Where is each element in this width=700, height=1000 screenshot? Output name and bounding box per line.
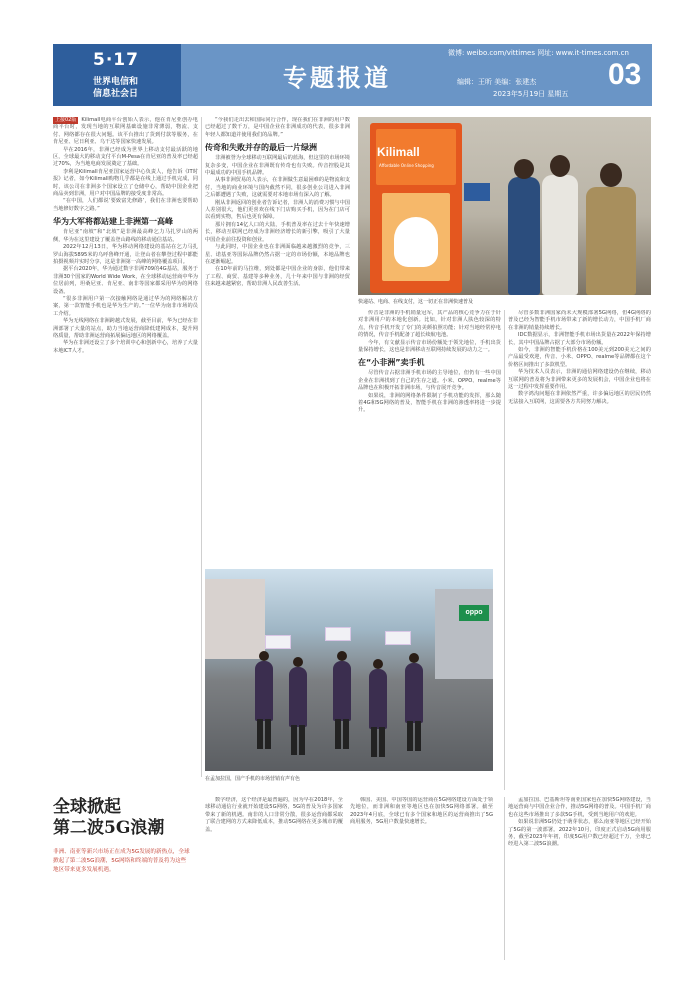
kiosk-tagline: Affordable Online Shopping xyxy=(379,163,434,168)
person-figure xyxy=(508,177,540,295)
paragraph: 在10年前的马拉维，到处都是中国企业的身影，他们带来了工程、商贸、基建等多种业务，几十年来中国与非洲的经贸往来越来越紧密，帮助非洲人民改善生活。 xyxy=(205,266,350,288)
article2-column-1 xyxy=(205,797,343,960)
subheading: 华为大军将都站建上非洲第一高峰 xyxy=(53,217,173,227)
person-figure xyxy=(586,187,636,295)
article2-column-3 xyxy=(508,797,651,960)
subheading: 在“小非洲”卖手机 xyxy=(358,358,425,368)
paragraph: 华为无线网络在非洲跨越式发展，截至目前，华为已经在非洲部署了大量的站点，助力当地运营商降低建网成本，提升网络质量，帮助非洲运营商拓展偏远地区的网络覆盖。 xyxy=(53,318,198,339)
parade-sign xyxy=(265,635,291,649)
event-name-line2: 信息社会日 xyxy=(93,89,139,99)
continuation-label: 上接02版 xyxy=(55,117,77,123)
column-divider xyxy=(504,797,505,960)
paragraph: 2022年12月13日，华为移动网络建设的基站在乞力马扎罗山海拔5895米的乌呼鲁峰开通，让登山者在攀登过程中都能拍摄视频并实时分享，这是非洲第一高峰的网络覆盖项目。 xyxy=(53,244,198,265)
paragraph: 那片拥有14亿人口的大陆，手机普及率在过去十年快速增长，移动互联网已经成为非洲经济增长的新引擎，吸引了大量中国企业前往投资和创业。 xyxy=(205,221,350,243)
editors-line: 编辑：王昕 美编：张建杰 xyxy=(457,78,537,86)
paragraph: 据平台2020年，华为通过数字非洲709的4G基站，服务于非洲30个国家的World Wide Work，在全球移动运营商中华为位居前列，坦桑尼亚、肯尼亚、南非等国家都采用华为的网络设备。 xyxy=(53,266,198,295)
parade-sign xyxy=(385,631,411,645)
paragraph: 如果说，非洲的网络条件限制了手机功能的发挥，那么随着4G和5G网络的普及，智能手机在非洲的渗透率将进一步提升。 xyxy=(358,392,501,414)
article-column-4 xyxy=(508,310,651,790)
article-intro: 非洲、南亚等新兴市场正在成为5G发展的新热点，全球掀起了第二波5G浪潮，5G网络和终端的普及将为这些地区带来更多发展机遇。 xyxy=(53,849,190,874)
parade-sign xyxy=(325,627,351,641)
paragraph: 从事非洲贸易的人表示，在非洲做生意最困难的是物流和支付，当地的商业环境与国内截然不同，很多创业公司进入非洲之后都遭遇了失败，这就需要对本地市场有深入的了解。 xyxy=(205,177,350,199)
event-name-line1: 世界电信和 xyxy=(93,77,139,87)
section-banner: 专题报道 xyxy=(283,64,391,92)
elephant-mascot-icon xyxy=(394,217,438,267)
paragraph: 尽管多数非洲国家尚未大规模部署5G网络，但4G网络的普及已经为智能手机市场带来了新的增长动力，中国手机厂商在非洲的销量持续增长。 xyxy=(508,310,651,331)
paragraph: 孟加拉国、巴基斯坦等南亚国家也在加快5G网络建设，当地运营商与中国企业合作，推动5G网络的普及。中国手机厂商也在这些市场推出了多款5G手机，受到当地用户的欢迎。 xyxy=(508,797,651,818)
marcher-figure xyxy=(255,661,273,721)
column-divider xyxy=(504,310,505,790)
paragraph: 今年，有文献显示传音市场份额处于领先地位，手机出货量保持增长，这也是非洲移动互联网持续发展的动力之一。 xyxy=(358,339,501,354)
page-header xyxy=(53,44,652,106)
paragraph: “很多非洲用户第一次接触网络是通过华为的网络解决方案，第一款智能手机也是华为生产的。”一位华为南非市场的员工介绍。 xyxy=(53,295,198,317)
paragraph: 华为技术人员表示，非洲的通信网络建设仍在继续，移动互联网的普及将为非洲带来更多的发展机会，中国企业也将在这一过程中发挥重要作用。 xyxy=(508,369,651,391)
paragraph: IDC数据显示，非洲智能手机市场出货量在2022年保持增长，其中中国品牌占据了大部分市场份额。 xyxy=(508,332,651,346)
paragraph: 李利是Kilimall肯尼亚国家运营中心负责人，他告诉《IT时报》记者，如今Kilimall购物几乎都是在线上通过手机完成，同时，该公司在非洲多个国家设立了仓储中心，帮助中国企业把商品卖到非洲，用户对中国品牌的接受度非常高。 xyxy=(53,168,198,198)
kiosk-machine xyxy=(370,123,462,293)
photo-caption: 在孟加拉国，国产手机的市场营销有声有色 xyxy=(205,776,301,782)
paragraph: 与此同时，中国企业也在非洲面临越来越激烈的竞争，三星、诺基亚等国际品牌仍然占据一定的市场份额，本地品牌也在逐渐崛起。 xyxy=(205,244,350,265)
building xyxy=(205,579,265,659)
paragraph: 非洲被誉为全球移动互联网最后的蓝海，但这里的市场环境复杂多变，中国企业在非洲既有传奇也有失败。传音控股是其中最成功的中国手机品牌。 xyxy=(205,155,350,177)
paragraph: 早在2016年，非洲已经成为世界上移动支付最活跃的地区，全球最大的移动支付平台M-Pesa在肯尼亚的普及率已经超过70%，为当地电商发展奠定了基础。 xyxy=(53,146,198,168)
article-column-1 xyxy=(53,117,198,777)
paragraph: 尽管传音占据非洲手机市场的主导地位，但仍有一些中国企业在非洲找到了自己的生存之道。小米、OPPO、realme等品牌也在积极开拓非洲市场，与传音展开竞争。 xyxy=(358,370,501,392)
paragraph: 肯尼亚“南坡”和“北坡”是非洲最高峰乞力马扎罗山的两侧，华为在这里建设了覆盖登山路线的移动通信基站。 xyxy=(53,229,198,243)
article-column-3 xyxy=(358,310,501,563)
marcher-figure xyxy=(369,669,387,729)
title-line: 全球掀起 xyxy=(53,797,121,817)
paragraph: 华为在非洲还设立了多个培训中心和创新中心，培养了大量本地ICT人才。 xyxy=(53,340,198,354)
website-line: 微博: weibo.com/vittimes 网址: www.it-times.com.cn xyxy=(448,49,629,57)
person-head xyxy=(550,155,570,177)
paragraph: 韩国、美国、中国等国的运营商在5G网络建设方面处于领先地位，而非洲和南亚等地区也在加快5G网络部署。截至2023年4月底，全球已有多个国家和地区的运营商推出了5G商用服务，5G用户数量快速增长。 xyxy=(350,797,493,826)
article-title xyxy=(53,797,193,839)
issue-date: 2023年5月19日 星期五 xyxy=(493,90,569,98)
date-block xyxy=(53,44,181,106)
page-number: 03 xyxy=(608,58,642,91)
building xyxy=(435,589,493,679)
marcher-figure xyxy=(405,663,423,723)
subheading: 传奇和失败并存的最后一片绿洲 xyxy=(205,143,317,153)
marcher-figure xyxy=(333,661,351,721)
kiosk-brand: Kilimall xyxy=(377,145,420,159)
paragraph: “今我们走出去和国际同行合作，现在我们在非洲的用户数已经超过了数千万，是中国企业在非洲成功的代表，很多非洲年轻人都知道并使用我们的品牌。” xyxy=(205,117,350,138)
title-line: 第二波5G浪潮 xyxy=(53,818,165,838)
parade-photo xyxy=(205,569,493,771)
kiosk-photo xyxy=(358,117,651,295)
person-head xyxy=(514,159,534,179)
paragraph: 数字鸿沟问题在非洲依然严重，许多偏远地区的居民仍然无法接入互联网，这需要各方共同努力解决。 xyxy=(508,391,651,405)
person-head xyxy=(600,163,622,187)
shop-sign: oppo xyxy=(459,605,489,621)
photo-caption: 快递站、电商、在线支付，这一切正在非洲快速普及 xyxy=(358,299,474,305)
person-figure xyxy=(542,175,578,295)
article-column-2 xyxy=(205,117,350,563)
paragraph: 传音是非洲的手机销量冠军，其产品的核心竞争力在于针对非洲用户的本地化创新。比如，针对非洲人肤色较深的特点，传音手机开发了专门的美颜拍照功能；针对当地经常停电的情况，传音手机配备了超长续航电池。 xyxy=(358,310,501,339)
article2-column-2 xyxy=(350,797,493,960)
column-divider xyxy=(201,117,202,777)
paragraph: “在中国，人们都说‘要致富先修路’，我们在非洲也要帮助当地修好数字之路。” xyxy=(53,198,198,212)
paragraph: 数字经济，这个经济是最普遍的，因为早在2018年，全球移动通信行业就开始建设5G网络，5G的普及为许多国家带来了新的机遇。南非的人口非常分散，很多运营商都采取了联合建网的方式来降低成本，推动5G网络在更多城市的覆盖。 xyxy=(205,797,343,833)
paragraph: 如果说非洲5G仍处于萌芽状态，那么南亚等地区已经开始了5G的第一波部署。2022年10月，印度正式启动5G商用服务，截至2023年年初，印度5G用户数已经超过千万，全球已经进入第二波5G浪潮。 xyxy=(508,819,651,848)
marcher-figure xyxy=(289,667,307,727)
scan-sign xyxy=(464,183,490,201)
event-date: 5·17 xyxy=(93,50,139,70)
paragraph: Kilimall电商平台创始人表示，他在肯尼亚创办电商平台时，发现当地的互联网基础设施非常薄弱，物流、支付、网络都存在很大问题。该平台推出了货到付款等服务，在肯尼亚、尼日利亚、乌干达等国家快速发展。 xyxy=(53,117,198,146)
paragraph: 刚从非洲返回的创业者告诉记者，非洲人的消费习惯与中国人差别很大，他们更喜欢在线下门店购买手机，因为在门店可以看到实物，售后也更有保障。 xyxy=(205,199,350,221)
paragraph: 如今，非洲的智能手机价格在100美元到200美元之间的产品最受欢迎，传音、小米、OPPO、realme等品牌都在这个价格区间推出了多款机型。 xyxy=(508,347,651,368)
